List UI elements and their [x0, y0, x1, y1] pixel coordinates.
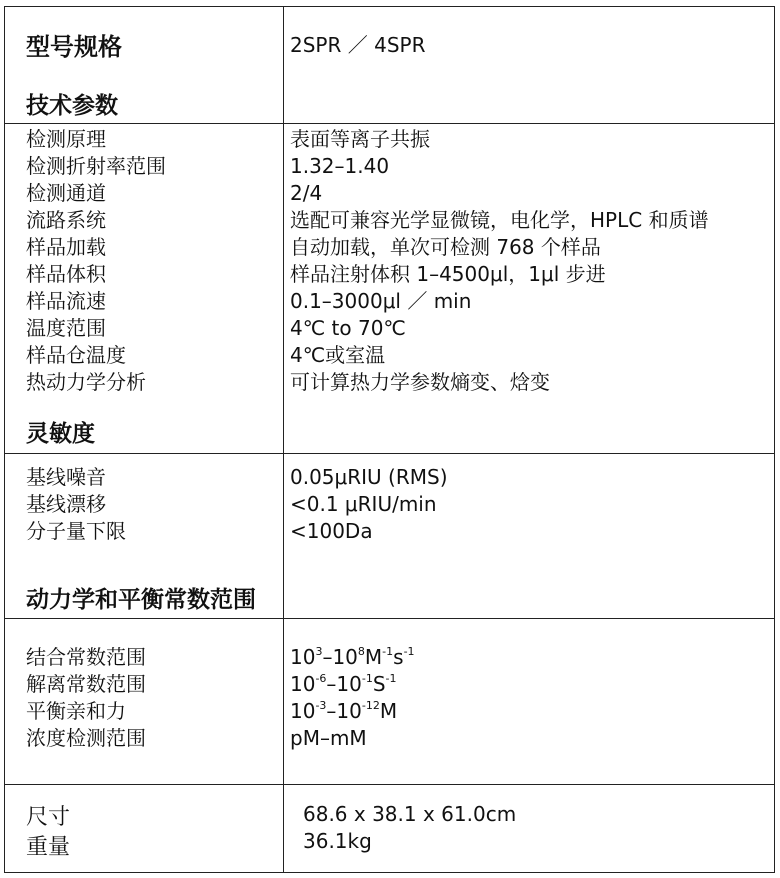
tech-value: 4℃ to 70℃ — [290, 316, 406, 340]
physical-labels — [26, 803, 70, 863]
sensitivity-labels — [26, 464, 126, 545]
sensitivity-label: 分子量下限 — [26, 519, 126, 543]
kinetics-value-concentration: pM–mM — [290, 726, 367, 750]
physical-value: 68.6 x 38.1 x 61.0cm — [303, 802, 517, 826]
sensitivity-value: <0.1 μRIU/min — [290, 492, 437, 516]
tech-labels — [26, 126, 166, 396]
tech-value: 自动加载，单次可检测 768 个样品 — [290, 235, 601, 259]
kinetics-value-dissociation: $10^{-6}-10^{-1}S^{-1}$ — [290, 672, 397, 696]
physical-value: 36.1kg — [303, 829, 372, 853]
tech-label: 样品加载 — [26, 235, 106, 259]
tech-label: 检测通道 — [26, 181, 106, 205]
tech-value: 4℃或室温 — [290, 343, 386, 367]
tech-value: 可计算热力学参数熵变、焓变 — [290, 370, 550, 394]
tech-label: 样品仓温度 — [26, 343, 126, 367]
model-label: 型号规格 — [26, 33, 122, 61]
row-divider-sensitivity — [4, 453, 775, 454]
physical-label: 尺寸 — [26, 805, 71, 830]
tech-value: 0.1–3000μl ／ min — [290, 289, 472, 313]
kinetics-value-affinity: $10^{-3}-10^{-12}M$ — [290, 699, 398, 723]
sensitivity-label: 基线漂移 — [26, 492, 106, 516]
tech-label: 样品流速 — [26, 289, 106, 313]
tech-value: 样品注射体积 1–4500μl，1μl 步进 — [290, 262, 606, 286]
tech-label: 流路系统 — [26, 208, 106, 232]
kinetics-label: 浓度检测范围 — [26, 726, 146, 750]
kinetics-value-association: $10^3-10^8M^{-1}s^{-1}$ — [290, 645, 415, 669]
kinetics-labels — [26, 644, 146, 752]
tech-label: 检测折射率范围 — [26, 154, 166, 178]
tech-label: 温度范围 — [26, 316, 106, 340]
column-divider — [283, 6, 284, 873]
physical-label: 重量 — [26, 835, 71, 860]
tech-label: 检测原理 — [26, 127, 106, 151]
tech-label: 热动力学分析 — [26, 370, 146, 394]
section-tech-title: 技术参数 — [26, 93, 118, 119]
tech-value: 2/4 — [290, 181, 323, 205]
sensitivity-value: 0.05μRIU (RMS) — [290, 465, 448, 489]
row-divider-physical — [4, 784, 775, 785]
model-value: 2SPR ／ 4SPR — [290, 33, 426, 57]
physical-values — [303, 801, 516, 855]
section-sensitivity-title: 灵敏度 — [26, 421, 95, 447]
tech-values — [290, 126, 709, 396]
sensitivity-value: <100Da — [290, 519, 373, 543]
kinetics-label: 平衡亲和力 — [26, 699, 126, 723]
tech-label: 样品体积 — [26, 262, 106, 286]
row-divider-tech — [4, 123, 775, 124]
sensitivity-values — [290, 464, 448, 545]
section-kinetics-title: 动力学和平衡常数范围 — [26, 587, 256, 613]
tech-value: 1.32–1.40 — [290, 154, 390, 178]
kinetics-values — [290, 644, 415, 752]
row-divider-kinetics — [4, 618, 775, 619]
tech-value: 表面等离子共振 — [290, 127, 430, 151]
tech-value: 选配可兼容光学显微镜，电化学，HPLC 和质谱 — [290, 208, 709, 232]
kinetics-label: 结合常数范围 — [26, 645, 146, 669]
sensitivity-label: 基线噪音 — [26, 465, 106, 489]
kinetics-label: 解离常数范围 — [26, 672, 146, 696]
